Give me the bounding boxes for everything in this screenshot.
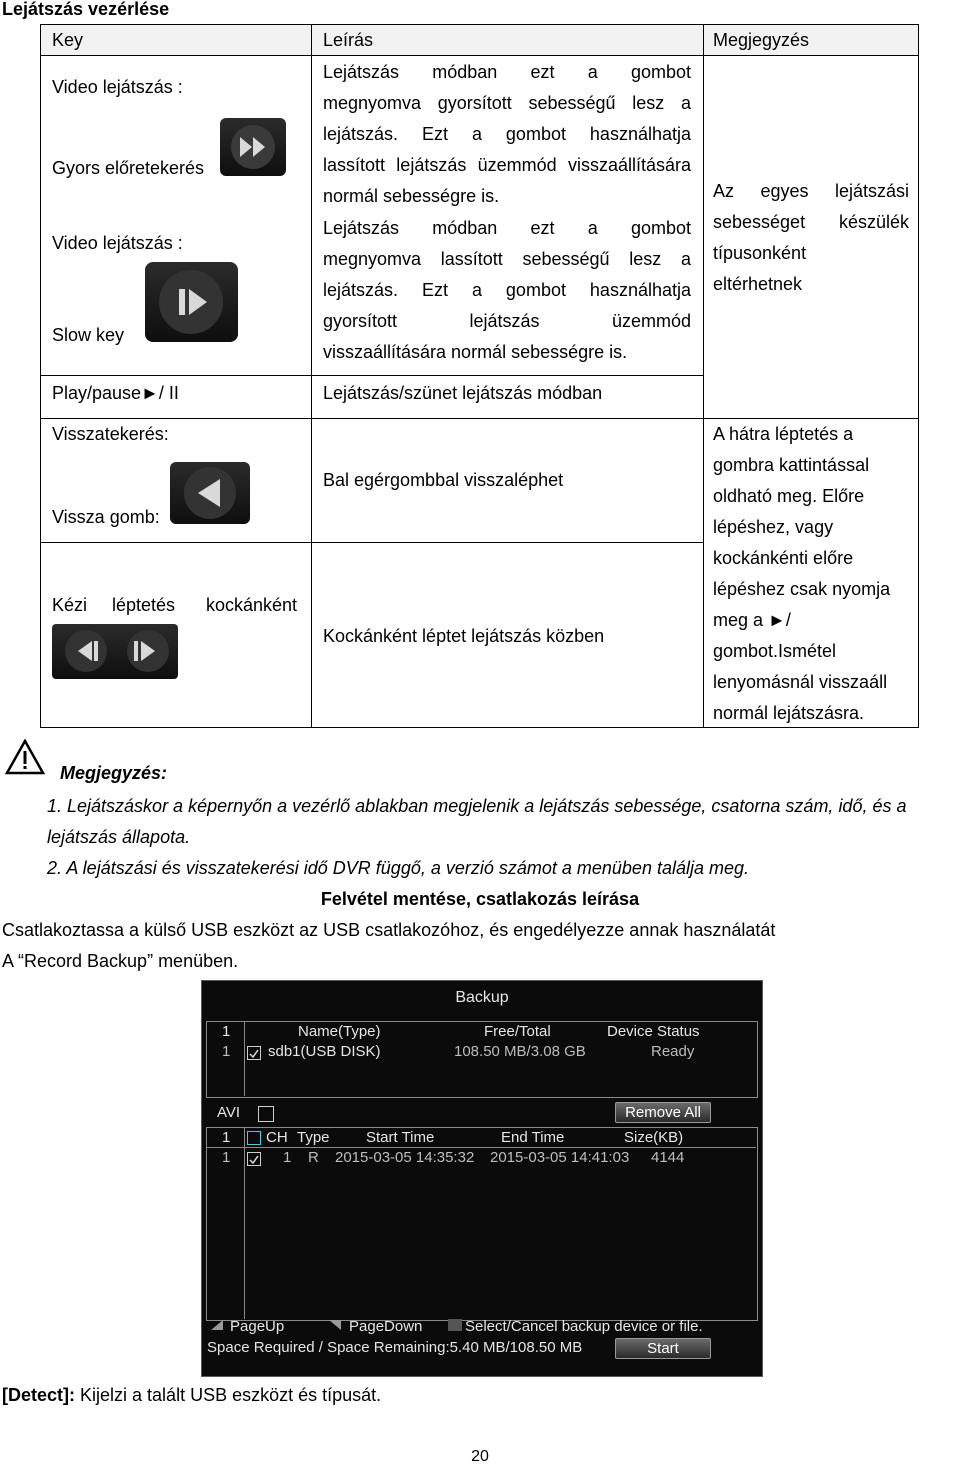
header-key: Key — [52, 30, 84, 50]
hint-text: Select/Cancel backup device or file. — [465, 1318, 703, 1335]
row2-key-top: Video lejátszás : — [52, 233, 183, 253]
file-row-start: 2015-03-05 14:35:32 — [335, 1149, 475, 1166]
row3-desc: Lejátszás/szünet lejátszás módban — [323, 383, 603, 403]
file-header-num: 1 — [222, 1129, 231, 1146]
row1-key-bottom: Gyors előretekerés — [52, 158, 205, 178]
step-forward-icon — [127, 630, 169, 672]
note-step-6: lépéshez csak nyomja — [713, 579, 891, 599]
space-info: Space Required / Space Remaining:5.40 MB/108.50 MB — [207, 1339, 583, 1356]
remove-all-button[interactable]: Remove All — [615, 1102, 711, 1123]
note-step-1: A hátra léptetés a — [713, 424, 854, 444]
page-number: 20 — [471, 1448, 489, 1465]
row1-desc-1: Lejátszás módban ezt a gombot — [323, 62, 691, 82]
row2-desc-1: Lejátszás módban ezt a gombot — [323, 218, 691, 238]
backup-title: Backup — [455, 989, 509, 1006]
page-up-button[interactable]: PageUp — [230, 1318, 285, 1335]
row1-desc-2: megnyomva gyorsított sebességű lesz a — [323, 93, 691, 113]
rewind-icon — [170, 462, 250, 524]
file-header-end: End Time — [501, 1129, 565, 1146]
file-header-ch: CH — [266, 1129, 288, 1146]
note-step-10: normál lejátszásra. — [713, 703, 865, 723]
device-header-num: 1 — [222, 1023, 231, 1040]
detect-text: Kijelzi a talált USB eszközt és típusát. — [75, 1385, 382, 1405]
row5-desc: Kockánként léptet lejátszás közben — [323, 626, 605, 646]
note-step-9: lenyomásnál visszaáll — [713, 672, 888, 692]
note-step-3: oldható meg. Előre — [713, 486, 865, 506]
row5-key-2: léptetés — [112, 595, 176, 615]
row2-desc-4: gyorsított lejátszás üzemmód — [323, 311, 691, 331]
header-note: Megjegyzés — [713, 30, 810, 50]
file-header-start: Start Time — [366, 1129, 435, 1146]
file-select-all-checkbox[interactable] — [247, 1131, 261, 1145]
row5-key-3: kockánként — [206, 595, 298, 615]
row4-desc: Bal egérgombbal visszaléphet — [323, 470, 564, 490]
file-row-checkbox[interactable] — [247, 1152, 261, 1166]
row5-key-1: Kézi — [52, 595, 88, 615]
note-step-5: kockánkénti előre — [713, 548, 854, 568]
device-row-num: 1 — [222, 1043, 231, 1060]
row2-desc-5: visszaállítására normál sebességre is. — [323, 342, 628, 362]
backup-window — [201, 980, 763, 1377]
file-row-type: R — [308, 1149, 319, 1166]
row1-desc-4: lassított lejátszás üzemmód visszaállítására — [323, 155, 691, 175]
device-header-name: Name(Type) — [298, 1023, 381, 1040]
note-step-2: gombra kattintással — [713, 455, 870, 475]
header-description: Leírás — [323, 30, 374, 50]
row4-key-bottom: Vissza gomb: — [52, 507, 160, 527]
page-down-icon[interactable] — [328, 1318, 342, 1330]
device-row-free-total: 108.50 MB/3.08 GB — [454, 1043, 586, 1060]
note-step-8: gombot.Ismétel — [713, 641, 837, 661]
row1-desc-3: lejátszás. Ezt a gombot használhatja — [323, 124, 691, 144]
device-header-free-total: Free/Total — [484, 1023, 551, 1040]
slow-play-icon — [145, 262, 238, 342]
section-title: Felvétel mentése, csatlakozás leírása — [320, 889, 640, 909]
row1-key-top: Video lejátszás : — [52, 77, 183, 97]
avi-label: AVI — [217, 1104, 241, 1121]
start-button[interactable]: Start — [615, 1338, 711, 1359]
note-line-1b: lejátszás állapota. — [47, 827, 191, 847]
page-up-icon[interactable] — [210, 1318, 224, 1330]
file-header-size: Size(KB) — [624, 1129, 684, 1146]
note-title: Megjegyzés: — [60, 763, 168, 783]
step-back-icon — [65, 630, 107, 672]
file-row-num: 1 — [222, 1149, 231, 1166]
row2-key-bottom: Slow key — [52, 325, 125, 345]
page-down-button[interactable]: PageDown — [349, 1318, 423, 1335]
file-row-ch: 1 — [283, 1149, 292, 1166]
note-speed-3: típusonként — [713, 243, 807, 263]
step-buttons — [52, 624, 178, 679]
note-speed-2: sebességet készülék — [713, 212, 909, 232]
fn-key-icon — [448, 1319, 462, 1331]
detect-line — [2, 1380, 381, 1411]
file-row-end: 2015-03-05 14:41:03 — [490, 1149, 630, 1166]
note-line-1: 1. Lejátszáskor a képernyőn a vezérlő ablakban megjelenik a lejátszás sebessége, csatorna szám, idő, és a — [47, 796, 907, 816]
row3-key: Play/pause►/ II — [52, 383, 179, 403]
paragraph-1: Csatlakoztassa a külső USB eszközt az USB csatlakozóhoz, és engedélyezze annak használatát — [2, 920, 776, 940]
warning-icon — [4, 738, 46, 776]
note-line-2: 2. A lejátszási és visszatekerési idő DVR függő, a verzió számot a menüben találja meg. — [47, 858, 749, 878]
note-speed-4: eltérhetnek — [713, 274, 803, 294]
device-row-checkbox[interactable] — [247, 1046, 261, 1060]
device-row-name[interactable]: sdb1(USB DISK) — [268, 1043, 381, 1060]
file-header-type: Type — [297, 1129, 330, 1146]
device-row-status: Ready — [651, 1043, 695, 1060]
note-step-4: lépéshez, vagy — [713, 517, 834, 537]
detect-label: [Detect]: — [2, 1385, 76, 1405]
note-speed-1: Az egyes lejátszási — [713, 181, 909, 201]
row2-desc-2: megnyomva lassított sebességű lesz a — [323, 249, 691, 269]
paragraph-2: A “Record Backup” menüben. — [2, 951, 239, 971]
row2-desc-3: lejátszás. Ezt a gombot használhatja — [323, 280, 691, 300]
fast-forward-icon — [220, 118, 286, 176]
device-header-status: Device Status — [607, 1023, 700, 1040]
note-step-7: meg a ►/ — [713, 610, 791, 630]
avi-checkbox[interactable] — [258, 1106, 274, 1122]
row1-desc-5: normál sebességre is. — [323, 186, 500, 206]
file-row-size: 4144 — [651, 1149, 685, 1166]
row4-key-top: Visszatekerés: — [52, 424, 169, 444]
page-heading: Lejátszás vezérlése — [2, 0, 170, 19]
